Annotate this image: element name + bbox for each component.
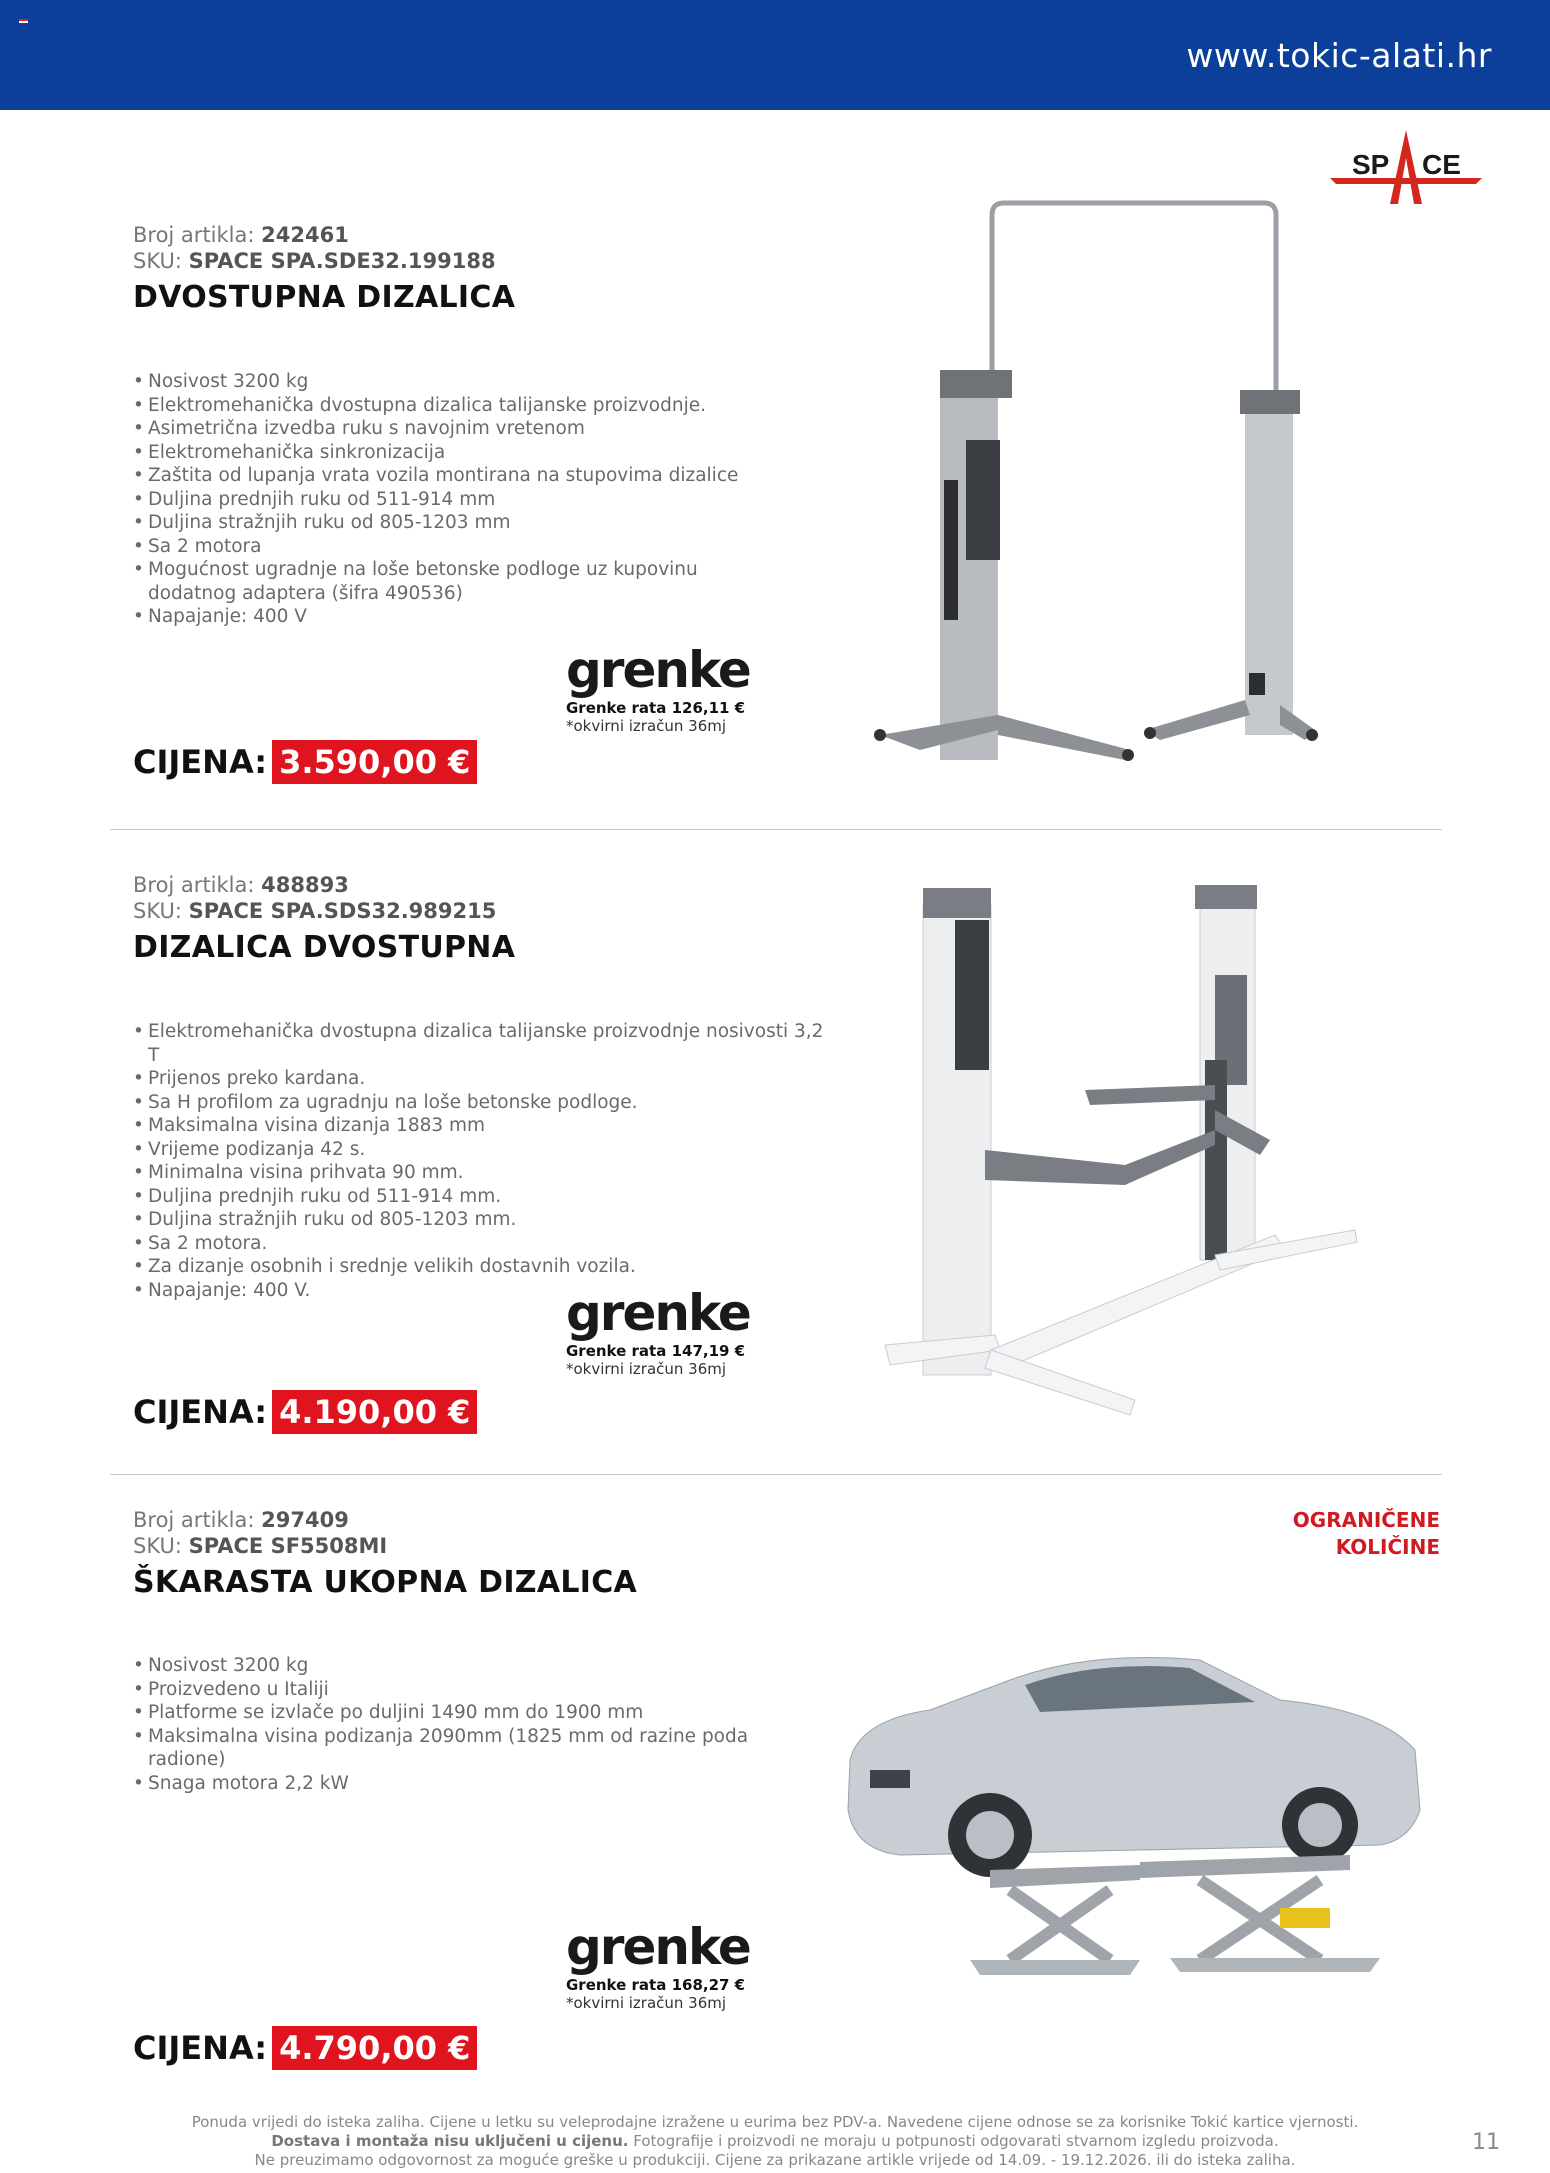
- page-number: 11: [1472, 2130, 1500, 2155]
- scissor-lift-car-image: [840, 1640, 1430, 2010]
- feature-item: • Sa 2 motora: [133, 535, 828, 559]
- footer-line: Ponuda vrijedi do isteka zaliha. Cijene u letku su veleprodajne izražene u eurima bez PDV-a. Navedene cijene odnose se za korisnike Tokić kartice vjernosti.: [191, 2113, 1359, 2131]
- feature-item: • Prijenos preko kardana.: [133, 1067, 828, 1091]
- article-number: Broj artikla: 488893: [133, 873, 349, 897]
- product-title: DVOSTUPNA DIZALICA: [133, 280, 516, 315]
- footer-line: Ne preuzimamo odgovornost za moguće greške u produkciji. Cijene za prikazane artikle vrijede od 14.09. - 19.12.2026. ili do isteka zaliha.: [254, 2151, 1296, 2169]
- feature-item: • Proizvedeno u Italiji: [133, 1678, 828, 1702]
- feature-list: [133, 370, 828, 629]
- svg-text:SP: SP: [1352, 149, 1390, 180]
- grenke-logo: grenke: [566, 1918, 750, 1976]
- feature-item: • Duljina stražnjih ruku od 805-1203 mm.: [133, 1208, 828, 1232]
- sku: SKU: SPACE SPA.SDE32.199188: [133, 249, 496, 273]
- price-label: CIJENA:: [133, 1393, 268, 1431]
- grenke-financing: [566, 1918, 766, 2012]
- header-bar: [0, 0, 1550, 110]
- section-divider: [110, 829, 1442, 830]
- price-value: 4.190,00 €: [272, 1390, 477, 1434]
- feature-item: • Elektromehanička dvostupna dizalica talijanske proizvodnje nosivosti 3,2 T: [133, 1020, 828, 1067]
- feature-item: • Elektromehanička dvostupna dizalica talijanske proizvodnje.: [133, 394, 828, 418]
- grenke-rate: Grenke rata 168,27 €: [566, 1976, 746, 1994]
- feature-item: • Napajanje: 400 V.: [133, 1279, 828, 1303]
- footer-line: Dostava i montaža nisu uključeni u cijenu. Fotografije i proizvodi ne moraju u potpunosti odgovarati stvarnom izgledu proizvoda.: [271, 2132, 1279, 2150]
- feature-item: • Sa 2 motora.: [133, 1232, 828, 1256]
- price-label: CIJENA:: [133, 2029, 268, 2067]
- feature-item: • Platforme se izvlače po duljini 1490 mm do 1900 mm: [133, 1701, 828, 1725]
- feature-item: • Napajanje: 400 V: [133, 605, 828, 629]
- product-title: ŠKARASTA UKOPNA DIZALICA: [133, 1565, 638, 1600]
- feature-item: • Zaštita od lupanja vrata vozila montirana na stupovima dizalice: [133, 464, 828, 488]
- feature-item: • Nosivost 3200 kg: [133, 370, 828, 394]
- sku: SKU: SPACE SF5508MI: [133, 1534, 388, 1558]
- feature-item: • Mogućnost ugradnje na loše betonske podloge uz kupovinu dodatnog adaptera (šifra 490536): [133, 558, 788, 605]
- grenke-financing: [566, 1284, 766, 1378]
- grenke-logo: grenke: [566, 1284, 750, 1342]
- footer-disclaimer: [0, 2113, 1550, 2170]
- grenke-rate: Grenke rata 126,11 €: [566, 699, 746, 717]
- price-block: [133, 2026, 477, 2070]
- feature-item: • Duljina prednjih ruku od 511-914 mm: [133, 488, 828, 512]
- feature-item: • Nosivost 3200 kg: [133, 1654, 828, 1678]
- feature-item: • Asimetrična izvedba ruku s navojnim vretenom: [133, 417, 828, 441]
- feature-item: • Maksimalna visina dizanja 1883 mm: [133, 1114, 828, 1138]
- grenke-note: *okvirni izračun 36mj: [566, 1360, 727, 1378]
- feature-item: • Sa H profilom za ugradnju na loše betonske podloge.: [133, 1091, 828, 1115]
- two-post-lift-h-base-image: [875, 880, 1365, 1425]
- grenke-financing: [566, 641, 766, 735]
- two-post-lift-image: [860, 195, 1340, 780]
- svg-text:CE: CE: [1422, 149, 1461, 180]
- feature-item: • Minimalna visina prihvata 90 mm.: [133, 1161, 828, 1185]
- feature-list: [133, 1654, 828, 1795]
- croatian-flag-icon: [19, 19, 28, 26]
- grenke-note: *okvirni izračun 36mj: [566, 1994, 727, 2012]
- feature-item: • Elektromehanička sinkronizacija: [133, 441, 828, 465]
- feature-item: • Duljina prednjih ruku od 511-914 mm.: [133, 1185, 828, 1209]
- feature-item: • Duljina stražnjih ruku od 805-1203 mm: [133, 511, 828, 535]
- price-value: 4.790,00 €: [272, 2026, 477, 2070]
- limited-quantity-badge: OGRANIČENE KOLIČINE: [1292, 1508, 1440, 1559]
- website-link[interactable]: www.tokic-alati.hr: [1186, 36, 1492, 75]
- feature-item: • Vrijeme podizanja 42 s.: [133, 1138, 828, 1162]
- section-divider: [110, 1474, 1442, 1475]
- sku: SKU: SPACE SPA.SDS32.989215: [133, 899, 497, 923]
- grenke-logo: grenke: [566, 641, 750, 699]
- feature-item: • Maksimalna visina podizanja 2090mm (1825 mm od razine poda radione): [133, 1725, 828, 1772]
- feature-item: • Snaga motora 2,2 kW: [133, 1772, 828, 1796]
- space-brand-logo: [1330, 128, 1482, 208]
- price-label: CIJENA:: [133, 743, 268, 781]
- feature-item: • Za dizanje osobnih i srednje velikih dostavnih vozila.: [133, 1255, 828, 1279]
- product-title: DIZALICA DVOSTUPNA: [133, 930, 516, 965]
- feature-list: [133, 1020, 828, 1302]
- article-number: Broj artikla: 297409: [133, 1508, 349, 1532]
- price-block: [133, 1390, 477, 1434]
- price-value: 3.590,00 €: [272, 740, 477, 784]
- grenke-rate: Grenke rata 147,19 €: [566, 1342, 746, 1360]
- price-block: [133, 740, 477, 784]
- grenke-note: *okvirni izračun 36mj: [566, 717, 727, 735]
- article-number: Broj artikla: 242461: [133, 223, 349, 247]
